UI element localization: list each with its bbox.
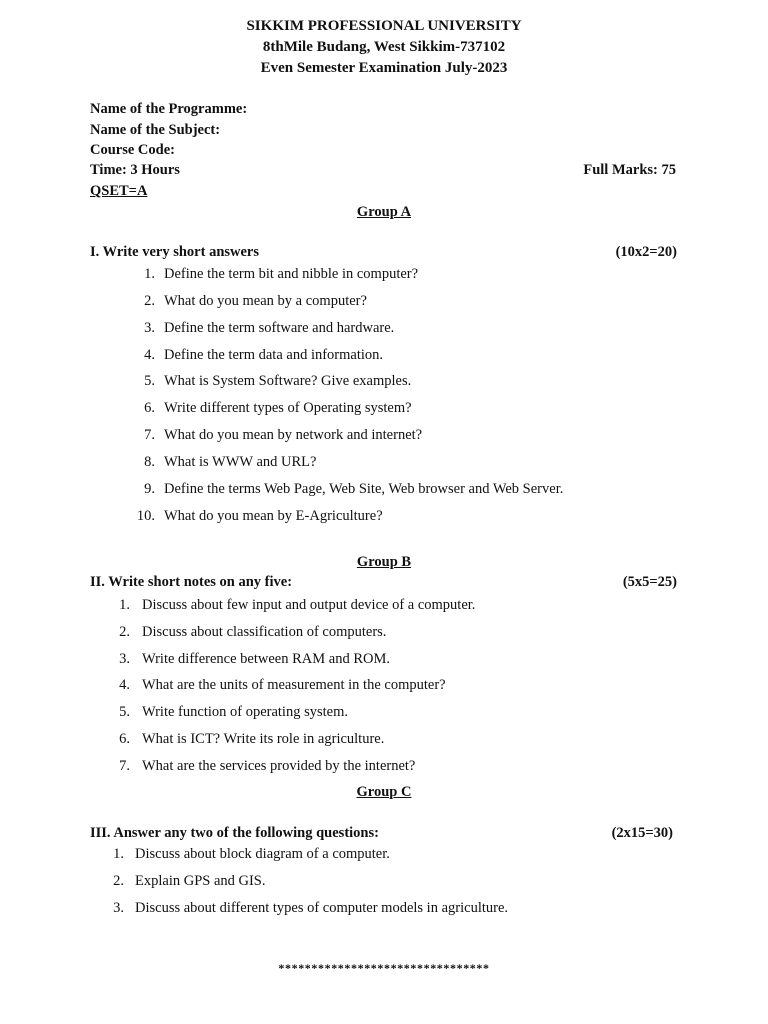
group-b-instruction: II. Write short notes on any five: — [90, 574, 293, 590]
list-item: 6. Write different types of Operating system? — [144, 400, 412, 416]
group-a-title: Group A — [356, 204, 412, 220]
university-name: SIKKIM PROFESSIONAL UNIVERSITY — [246, 18, 522, 34]
course-code-label: Course Code: — [90, 142, 175, 158]
list-item: 9. Define the terms Web Page, Web Site, Web browser and Web Server. — [144, 481, 564, 497]
list-item: 2. Discuss about classification of computers. — [119, 624, 387, 640]
group-b-title: Group B — [356, 554, 412, 570]
list-item: 4. What are the units of measurement in the computer? — [119, 677, 446, 693]
list-item: 2. What do you mean by a computer? — [144, 293, 367, 309]
list-item: 3. Write difference between RAM and ROM. — [119, 651, 390, 667]
list-item: 10. What do you mean by E-Agriculture? — [136, 508, 383, 524]
qset-label: QSET=A — [90, 183, 148, 199]
group-c-marks: (2x15=30) — [611, 825, 673, 841]
list-item: 4. Define the term data and information. — [144, 347, 384, 363]
university-address: 8thMile Budang, West Sikkim-737102 — [262, 39, 506, 55]
time-label: Time: 3 Hours — [90, 162, 180, 178]
subject-label: Name of the Subject: — [90, 122, 221, 138]
list-item: 8. What is WWW and URL? — [144, 454, 317, 470]
list-item: 3. Define the term software and hardware. — [144, 320, 395, 336]
programme-label: Name of the Programme: — [90, 101, 248, 117]
full-marks-label: Full Marks: 75 — [583, 162, 676, 178]
list-item: 5. What is System Software? Give examples. — [144, 373, 412, 389]
group-a-instruction: I. Write very short answers — [90, 244, 260, 260]
list-item: 6. What is ICT? Write its role in agriculture. — [119, 731, 385, 747]
group-a-marks: (10x2=20) — [615, 244, 677, 260]
list-item: 1. Define the term bit and nibble in computer? — [144, 266, 419, 282]
list-item: 5. Write function of operating system. — [119, 704, 348, 720]
group-b-marks: (5x5=25) — [622, 574, 677, 590]
end-stars: ******************************** — [278, 961, 490, 975]
list-item: 3. Discuss about different types of computer models in agriculture. — [113, 900, 509, 916]
list-item: 1. Discuss about block diagram of a computer. — [113, 846, 390, 862]
group-c-instruction: III. Answer any two of the following questions: — [90, 825, 379, 841]
list-item: 1. Discuss about few input and output device of a computer. — [119, 597, 476, 613]
exam-title: Even Semester Examination July-2023 — [260, 60, 508, 76]
list-item: 7. What do you mean by network and internet? — [144, 427, 423, 443]
group-c-title: Group C — [356, 784, 412, 800]
list-item: 7. What are the services provided by the internet? — [119, 758, 416, 774]
list-item: 2. Explain GPS and GIS. — [113, 873, 266, 889]
